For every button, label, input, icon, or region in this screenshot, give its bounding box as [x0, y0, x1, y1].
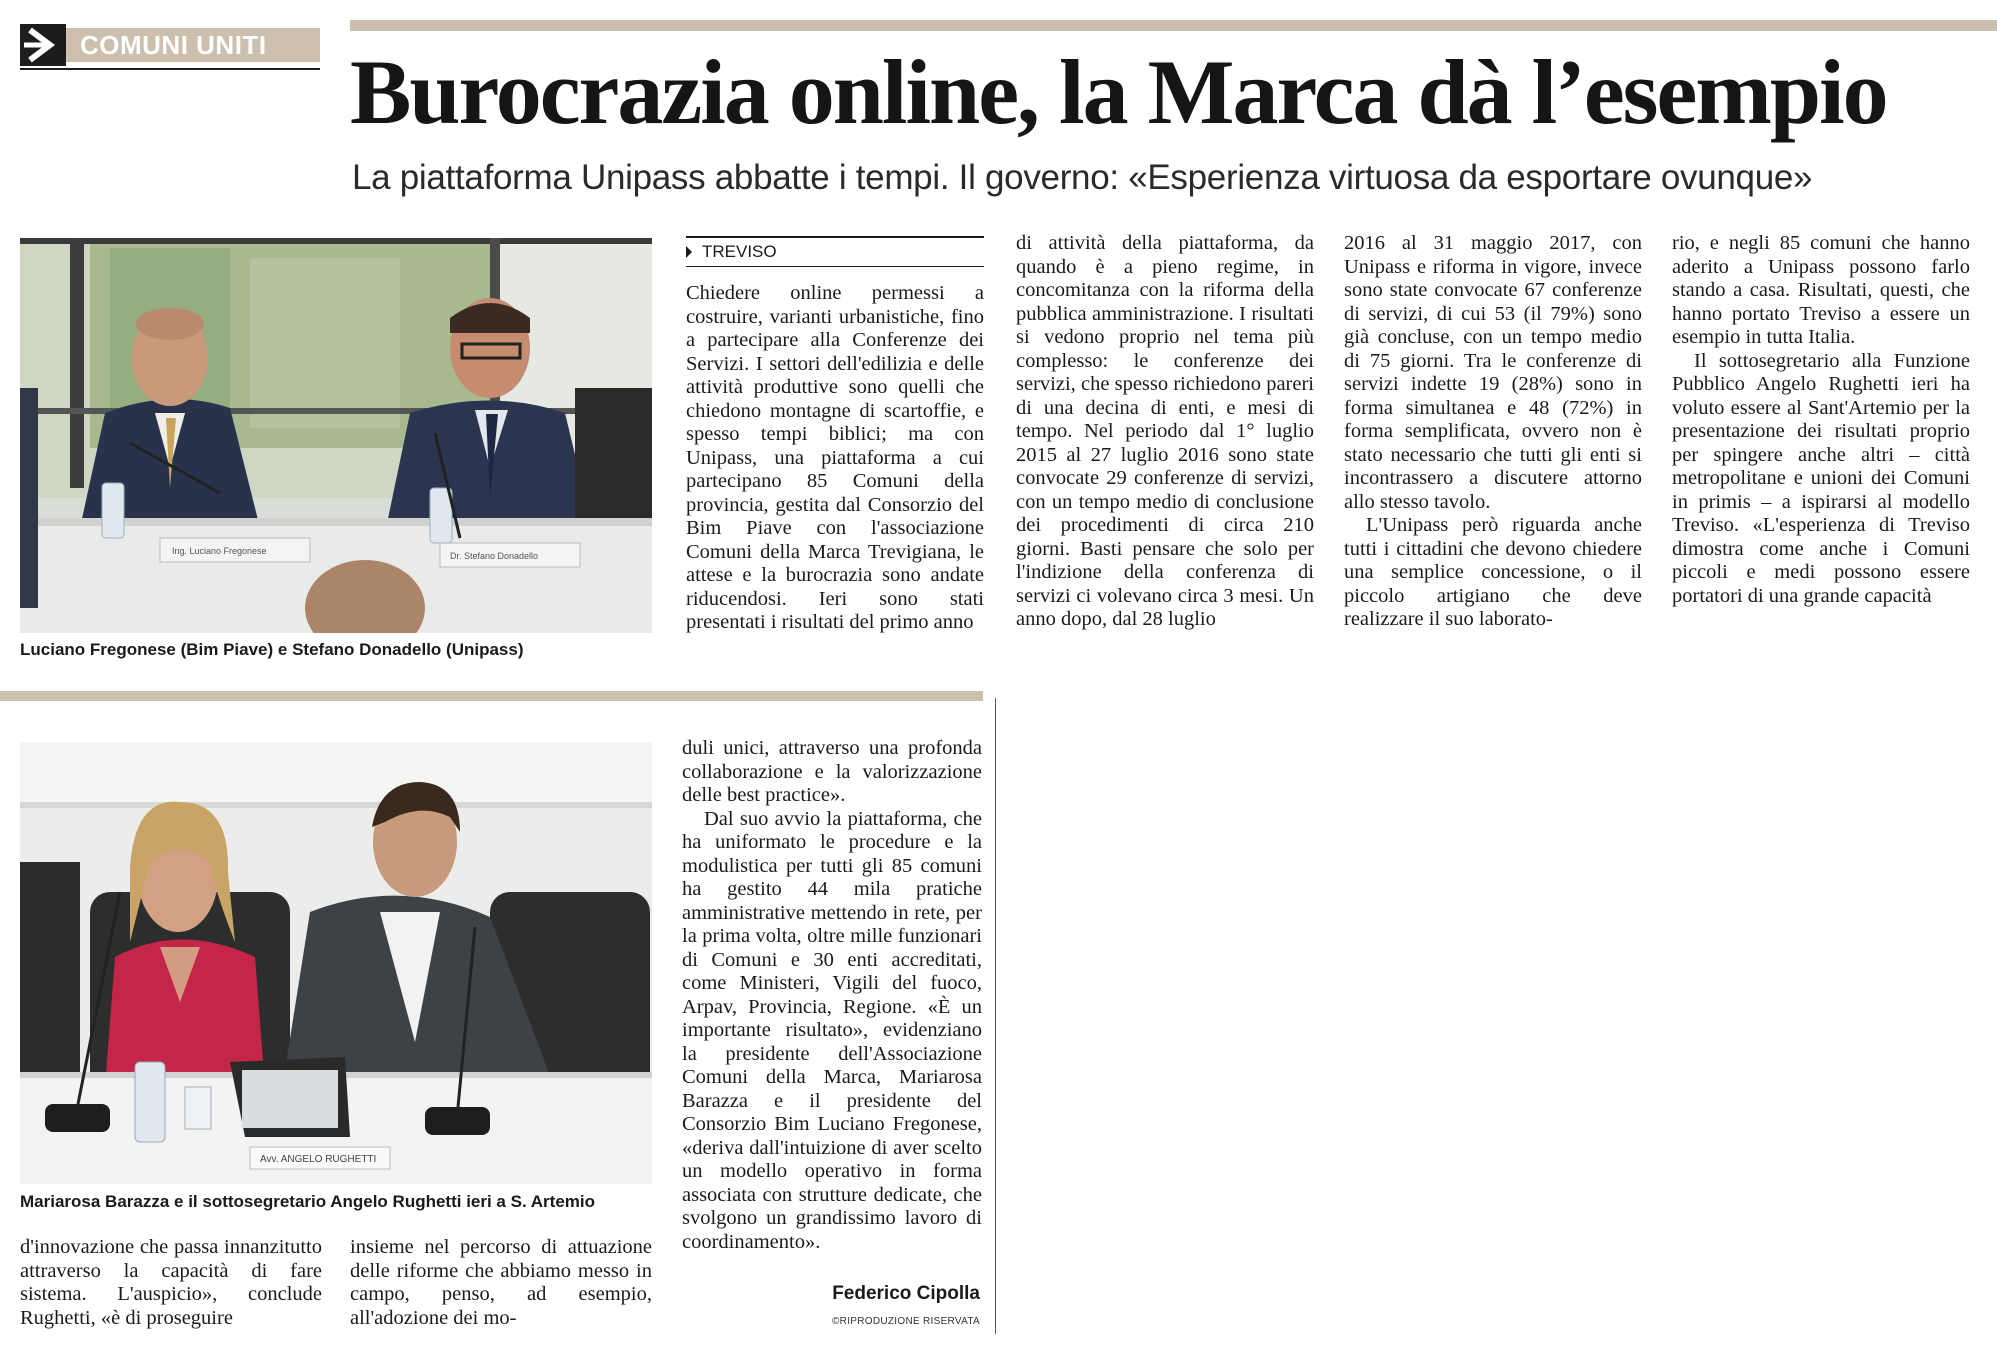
- column-4-paragraph-1: rio, e negli 85 comuni che hanno aderito a Unipass possono farlo stando a casa. Risultati, questi, che hanno portato Treviso a essere un esempio in tutta Italia.: [1672, 232, 1970, 348]
- dateline-marker-icon: [686, 246, 692, 258]
- copyright-notice: ©RIPRODUZIONE RISERVATA: [832, 1316, 980, 1327]
- photo-fregonese-donadello: [20, 238, 652, 633]
- column-5-paragraph-1: duli unici, attraverso una profonda collaborazione e la valorizzazione delle best practice».: [682, 737, 982, 806]
- section-underline: [20, 68, 320, 70]
- column-4: [1672, 232, 1970, 664]
- nameplate: Avv. ANGELO RUGHETTI: [260, 1154, 377, 1165]
- column-2-paragraph: di attività della piattaforma, da quando è a pieno regime, in concomitanza con la riforma della pubblica amministrazione. I risultati si vedono proprio nel tema più complesso: le conferenze dei servizi, che spesso richiedono pareri di una decina di enti, e mesi di tempo. Nel periodo dal 1° luglio 2015 al 27 luglio 2016 sono state convocate 29 conferenze di servizi, con un tempo medio di conclusione dei procedimenti di circa 210 giorni. Basti pensare che solo per l'indizione della conferenza di servizi ci volevano circa 3 mesi. Un anno dopo, dal 28 luglio: [1016, 232, 1314, 630]
- column-5-paragraph-2: Dal suo avvio la piattaforma, che ha uniformato le procedure e la modulistica per tutti gli 85 comuni ha gestito 44 mila pratiche amministrative mettendo in rete, per la prima volta, oltre mille funzionari di Comuni e 30 enti accreditati, come Ministeri, Vigili del fuoco, Arpav, Provincia, Regione. «È un importante risultato», evidenziano la presidente dell'Associazione Comuni della Marca, Mariarosa Barazza e il presidente del Consorzio Bim Luciano Fregonese, «deriva dall'intuizione di aver scelto un modello operativo in forma associata con strutture dedicate, che svolgono un grandissimo lavoro di coordinamento».: [682, 807, 982, 1253]
- photo2-caption: Mariarosa Barazza e il sottosegretario Angelo Rughetti ieri a S. Artemio: [20, 1192, 595, 1211]
- section-tag: [20, 20, 320, 70]
- vertical-rule: [995, 698, 996, 1334]
- byline: Federico Cipolla: [832, 1283, 980, 1304]
- column-7-paragraph: insieme nel percorso di attuazione delle riforme che abbiamo messo in campo, penso, ad esempio, all'adozione dei mo-: [350, 1236, 652, 1329]
- column-3-paragraph-1: 2016 al 31 maggio 2017, con Unipass e riforma in vigore, invece sono state convocate 67 conferenze di servizi, di cui 53 (il 79%) sono già concluse, con un tempo medio di 75 giorni. Tra le conferenze di servizi indette 19 (28%) sono in forma simultanea e 48 (72%) in forma semplificata, ovvero non è stato necessario che tutti gli enti si incontrassero a discutere attorno allo stesso tavolo.: [1344, 232, 1642, 513]
- column-5: [682, 737, 982, 1282]
- nameplate-right: Dr. Stefano Donadello: [450, 551, 539, 561]
- column-2: [1016, 232, 1314, 664]
- headline: Burocrazia online, la Marca dà l’esempio: [350, 41, 1887, 143]
- column-1-paragraph: Chiedere online permessi a costruire, varianti urbanistiche, fino a partecipare alla Conferenze dei Servizi. I settori dell'edilizia e delle attività produttive sono quelli che chiedono montagne di scartoffie, e spesso tempi biblici; ma con Unipass, una piattaforma a cui partecipano 85 Comuni della provincia, gestita dal Consorzio del Bim Piave con l'associazione Comuni della Marca Trevigiana, le attese e la burocrazia sono andate riducendosi. Ieri sono stati presentati i risultati del primo anno: [686, 282, 984, 633]
- column-1: [686, 282, 984, 664]
- middle-rule: [0, 691, 983, 701]
- column-7: [350, 1236, 652, 1336]
- column-6: [20, 1236, 322, 1336]
- section-label: COMUNI UNITI: [80, 30, 267, 60]
- column-3: [1344, 232, 1642, 664]
- photo-barazza-rughetti: [20, 742, 652, 1184]
- photo1-caption: Luciano Fregonese (Bim Piave) e Stefano Donadello (Unipass): [20, 640, 524, 659]
- arrow-icon: [20, 24, 66, 66]
- nameplate-left: Ing. Luciano Fregonese: [172, 546, 267, 556]
- column-3-paragraph-2: L'Unipass però riguarda anche tutti i cittadini che devono chiedere una semplice concessione, o il piccolo artigiano che deve realizzare il suo laborato-: [1344, 514, 1642, 630]
- top-rule: [350, 20, 1997, 31]
- column-4-paragraph-2: Il sottosegretario alla Funzione Pubblico Angelo Rughetti ieri ha voluto essere al Sant'Artemio per la presentazione dei risultati proprio per spingere anche altri – città metropolitane e unioni dei Comuni in primis – a ispirarsi al modello Treviso. «L'esperienza di Treviso dimostra come anche i Comuni piccoli e medi possono essere portatori di una grande capacità: [1672, 349, 1970, 607]
- column-6-paragraph: d'innovazione che passa innanzitutto attraverso la capacità di fare sistema. L'auspicio», conclude Rughetti, «è di proseguire: [20, 1236, 322, 1329]
- dateline: [686, 236, 984, 267]
- subhead: La piattaforma Unipass abbatte i tempi. Il governo: «Esperienza virtuosa da esportare ovunque»: [352, 158, 1813, 197]
- dateline-text: TREVISO: [702, 242, 777, 261]
